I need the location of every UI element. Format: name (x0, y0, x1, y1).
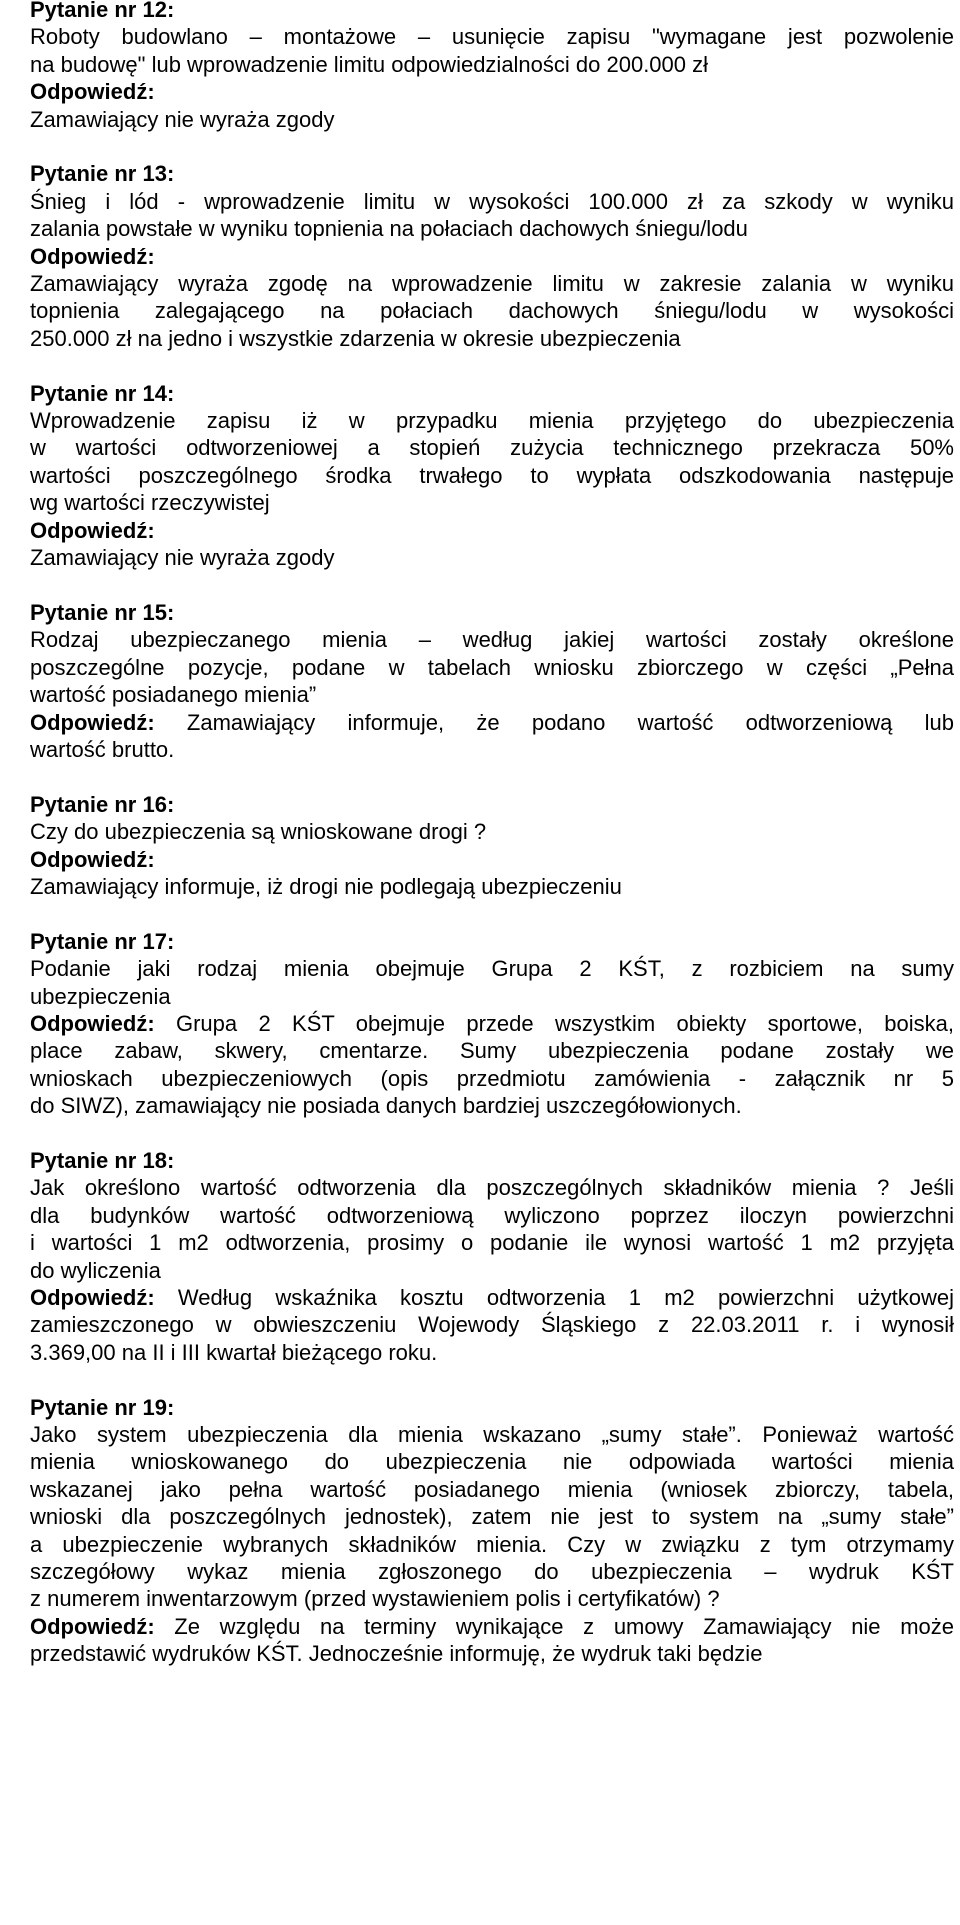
answer-label-row (30, 709, 954, 736)
question-text-line: do wyliczenia (30, 1257, 161, 1283)
question-text-line: Jak określono wartość odtworzenia dla poszczególnych składników mienia ? Jeśli (30, 1175, 954, 1201)
answer-text-line: Zamawiający informuje, iż drogi nie podlegają ubezpieczeniu (30, 873, 622, 899)
question-text-line: Rodzaj ubezpieczanego mienia – według jakiej wartości zostały określone (30, 627, 954, 653)
question-title: Pytanie nr 13: (30, 161, 175, 187)
question-text-line: Śnieg i lód - wprowadzenie limitu w wysokości 100.000 zł za szkody w wyniku (30, 188, 954, 214)
qa-item (30, 599, 954, 763)
answer-text-line: wnioskach ubezpieczeniowych (opis przedmiotu zamówienia - załącznik nr 5 (30, 1065, 954, 1091)
question-text-line: w wartości odtworzeniowej a stopień zużycia technicznego przekracza 50% (30, 435, 954, 461)
question-text-line: wartość posiadanego mienia” (30, 682, 317, 708)
answer-label-row (30, 1284, 954, 1311)
answer-text-line: topnienia zalegającego na połaciach dachowych śniegu/lodu w wysokości (30, 298, 954, 324)
answer-text-line: Zamawiający wyraża zgodę na wprowadzenie limitu w zakresie zalania w wyniku (30, 271, 954, 297)
answer-label: Odpowiedź: (30, 1010, 155, 1036)
qa-item (30, 1147, 954, 1366)
question-text-line: zalania powstałe w wyniku topnienia na połaciach dachowych śniegu/lodu (30, 216, 748, 242)
question-text-line: wnioski dla poszczególnych jednostek), zatem nie jest to system na „sumy stałe” (30, 1504, 954, 1530)
question-text-line: na budowę" lub wprowadzenie limitu odpowiedzialności do 200.000 zł (30, 51, 709, 77)
question-text-line: a ubezpieczenie wybranych składników mienia. Czy w związku z tym otrzymamy (30, 1531, 954, 1557)
answer-label: Odpowiedź: (30, 517, 155, 543)
question-text-line: ubezpieczenia (30, 983, 171, 1009)
answer-label-row (30, 78, 954, 105)
question-text-line: Jako system ubezpieczenia dla mienia wskazano „sumy stałe”. Ponieważ wartość (30, 1422, 954, 1448)
question-text-line: Podanie jaki rodzaj mienia obejmuje Grupa 2 KŚT, z rozbiciem na sumy (30, 956, 954, 982)
answer-text-line: place zabaw, skwery, cmentarze. Sumy ubezpieczenia podane zostały we (30, 1038, 954, 1064)
answer-text-line: Zamawiający nie wyraża zgody (30, 106, 335, 132)
answer-text-line: wartość brutto. (30, 736, 175, 762)
answer-label: Odpowiedź: (30, 79, 155, 105)
question-title: Pytanie nr 14: (30, 380, 175, 406)
question-title: Pytanie nr 17: (30, 928, 175, 954)
question-text-line: Czy do ubezpieczenia są wnioskowane drogi ? (30, 819, 487, 845)
answer-text-line: 3.369,00 na II i III kwartał bieżącego roku. (30, 1339, 438, 1365)
question-text-line: z numerem inwentarzowym (przed wystawieniem polis i certyfikatów) ? (30, 1586, 720, 1612)
question-text-line: wg wartości rzeczywistej (30, 490, 270, 516)
answer-text-line: zamieszczonego w obwieszczeniu Wojewody Śląskiego z 22.03.2011 r. i wynosił (30, 1312, 954, 1338)
question-text-line: Wprowadzenie zapisu iż w przypadku mienia przyjętego do ubezpieczenia (30, 408, 954, 434)
answer-label: Odpowiedź: (30, 1285, 155, 1310)
qa-item (30, 160, 954, 352)
qa-item (30, 0, 954, 133)
answer-inline-text: Grupa 2 KŚT obejmuje przede wszystkim obiekty sportowe, boiska, (154, 1010, 954, 1036)
answer-label: Odpowiedź: (30, 709, 155, 735)
qa-item (30, 380, 954, 572)
answer-label-row (30, 517, 954, 544)
answer-inline-text: Ze względu na terminy wynikające z umowy Zamawiający nie może (154, 1613, 954, 1639)
question-text-line: szczegółowy wykaz mienia zgłoszonego do ubezpieczenia – wydruk KŚT (30, 1559, 954, 1585)
question-title: Pytanie nr 19: (30, 1394, 175, 1420)
answer-text-line: do SIWZ), zamawiający nie posiada danych bardziej uszczegółowionych. (30, 1093, 742, 1119)
question-text-line: poszczególne pozycje, podane w tabelach wniosku zbiorczego w części „Pełna (30, 654, 954, 680)
answer-label: Odpowiedź: (30, 243, 155, 269)
question-text-line: Roboty budowlano – montażowe – usunięcie zapisu "wymagane jest pozwolenie (30, 24, 954, 50)
answer-text-line: przedstawić wydruków KŚT. Jednocześnie informuję, że wydruk taki będzie (30, 1641, 763, 1667)
answer-inline-text: Według wskaźnika kosztu odtworzenia 1 m2 powierzchni użytkowej (154, 1285, 954, 1310)
answer-text-line: 250.000 zł na jedno i wszystkie zdarzenia w okresie ubezpieczenia (30, 325, 681, 351)
question-text-line: i wartości 1 m2 odtworzenia, prosimy o podanie ile wynosi wartość 1 m2 przyjęta (30, 1230, 954, 1256)
answer-text-line: Zamawiający nie wyraża zgody (30, 545, 335, 571)
question-title: Pytanie nr 16: (30, 791, 175, 817)
answer-label-row (30, 1010, 954, 1037)
answer-label: Odpowiedź: (30, 1613, 155, 1639)
answer-label-row (30, 1613, 954, 1640)
answer-inline-text: Zamawiający informuje, że podano wartość odtworzeniową lub (154, 709, 954, 735)
question-text-line: wskazanej jako pełna wartość posiadanego mienia (wniosek zbiorczy, tabela, (30, 1476, 954, 1502)
qa-item (30, 928, 954, 1120)
qa-item (30, 1394, 954, 1668)
question-text-line: dla budynków wartość odtworzeniową wyliczono poprzez iloczyn powierzchni (30, 1202, 954, 1228)
question-text-line: wartości poszczególnego środka trwałego to wypłata odszkodowania następuje (30, 462, 954, 488)
question-title: Pytanie nr 15: (30, 599, 175, 625)
answer-label-row (30, 243, 954, 270)
question-title: Pytanie nr 18: (30, 1147, 175, 1173)
answer-label: Odpowiedź: (30, 846, 155, 872)
document-body (30, 0, 954, 1695)
question-text-line: mienia wnioskowanego do ubezpieczenia nie odpowiada wartości mienia (30, 1449, 954, 1475)
question-title: Pytanie nr 12: (30, 0, 175, 22)
qa-item (30, 791, 954, 901)
answer-label-row (30, 846, 954, 873)
